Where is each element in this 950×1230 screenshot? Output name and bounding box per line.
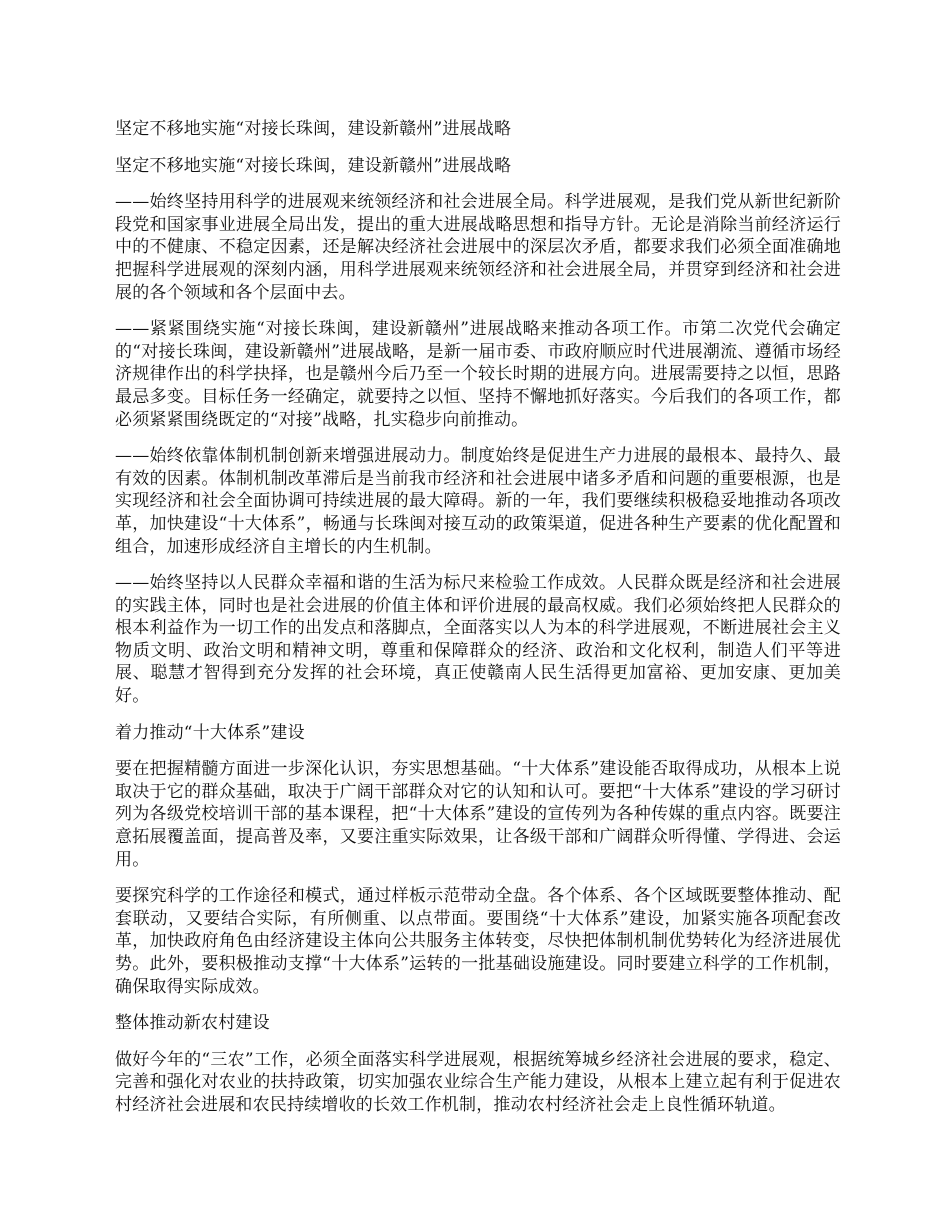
paragraph: ——始终坚持以人民群众幸福和谐的生活为标尺来检验工作成效。人民群众既是经济和社会进展的实践主体，同时也是社会进展的价值主体和评价进展的最高权威。我们必须始终把人民群众的根本利益作为一切工作的出发点和落脚点，全面落实以人为本的科学进展观，不断进展社会主义物质文明、政治文明和精神文明，尊重和保障群众的经济、政治和文化权利，制造人们平等进展、聪慧才智得到充分发挥的社会环境，真正使赣南人民生活得更加富裕、更加安康、更加美好。 xyxy=(115,573,841,707)
document-title: 坚定不移地实施“对接长珠闽，建设新赣州”进展战略 xyxy=(115,119,512,139)
paragraph: 做好今年的“三农”工作，必须全面落实科学进展观，根据统筹城乡经济社会进展的要求，稳定、完善和强化对农业的扶持政策，切实加强农业综合生产能力建设，从根本上建立起有利于促进农村经济社会进展和农民持续增收的长效工作机制，推动农村经济社会走上良性循环轨道。 xyxy=(115,1049,841,1115)
paragraph: 要探究科学的工作途径和模式，通过样板示范带动全盘。各个体系、各个区域既要整体推动、配套联动，又要结合实际，有所侧重、以点带面。要围绕“十大体系”建设，加紧实施各项配套改革，加快政府角色由经济建设主体向公共服务主体转变，尽快把体制机制优势转化为经济进展优势。此外，要积极推动支撑“十大体系”运转的一批基础设施建设。同时要建立科学的工作机制，确保取得实际成效。 xyxy=(115,886,841,997)
section-heading: 着力推动“十大体系”建设 xyxy=(115,722,305,743)
paragraph: 要在把握精髓方面进一步深化认识，夯实思想基础。“十大体系”建设能否取得成功，从根本上说取决于它的群众基础，取决于广阔干部群众对它的认知和认可。要把“十大体系”建设的学习研讨列为各级党校培训干部的基本课程，把“十大体系”建设的宣传列为各种传媒的重点内容。既要注意拓展覆盖面，提高普及率，又要注重实际效果，让各级干部和广阔群众听得懂、学得进、会运用。 xyxy=(115,759,841,870)
document-page xyxy=(115,118,841,1131)
section-heading: 整体推动新农村建设 xyxy=(115,1013,270,1034)
paragraph: ——始终坚持用科学的进展观来统领经济和社会进展全局。科学进展观，是我们党从新世纪新阶段党和国家事业进展全局出发，提出的重大进展战略思想和指导方针。无论是消除当前经济运行中的不健康、不稳定因素，还是解决经济社会进展中的深层次矛盾，都要求我们必须全面准确地把握科学进展观的深刻内涵，用科学进展观来统领经济和社会进展全局，并贯穿到经济和社会进展的各个领域和各个层面中去。 xyxy=(115,192,841,303)
paragraph: ——紧紧围绕实施“对接长珠闽，建设新赣州”进展战略来推动各项工作。市第二次党代会确定的“对接长珠闽，建设新赣州”进展战略，是新一届市委、市政府顺应时代进展潮流、遵循市场经济规律作出的科学抉择，也是赣州今后乃至一个较长时期的进展方向。进展需要持之以恒，思路最忌多变。目标任务一经确定，就要持之以恒、坚持不懈地抓好落实。今后我们的各项工作，都必须紧紧围绕既定的“对接”战略，扎实稳步向前推动。 xyxy=(115,319,841,430)
paragraph: ——始终依靠体制机制创新来增强进展动力。制度始终是促进生产力进展的最根本、最持久、最有效的因素。体制机制改革滞后是当前我市经济和社会进展中诸多矛盾和问题的重要根源，也是实现经济和社会全面协调可持续进展的最大障碍。新的一年，我们要继续积极稳妥地推动各项改革，加快建设“十大体系”，畅通与长珠闽对接互动的政策渠道，促进各种生产要素的优化配置和组合，加速形成经济自主增长的内生机制。 xyxy=(115,446,841,557)
document-subtitle: 坚定不移地实施“对接长珠闽，建设新赣州”进展战略 xyxy=(115,155,512,176)
